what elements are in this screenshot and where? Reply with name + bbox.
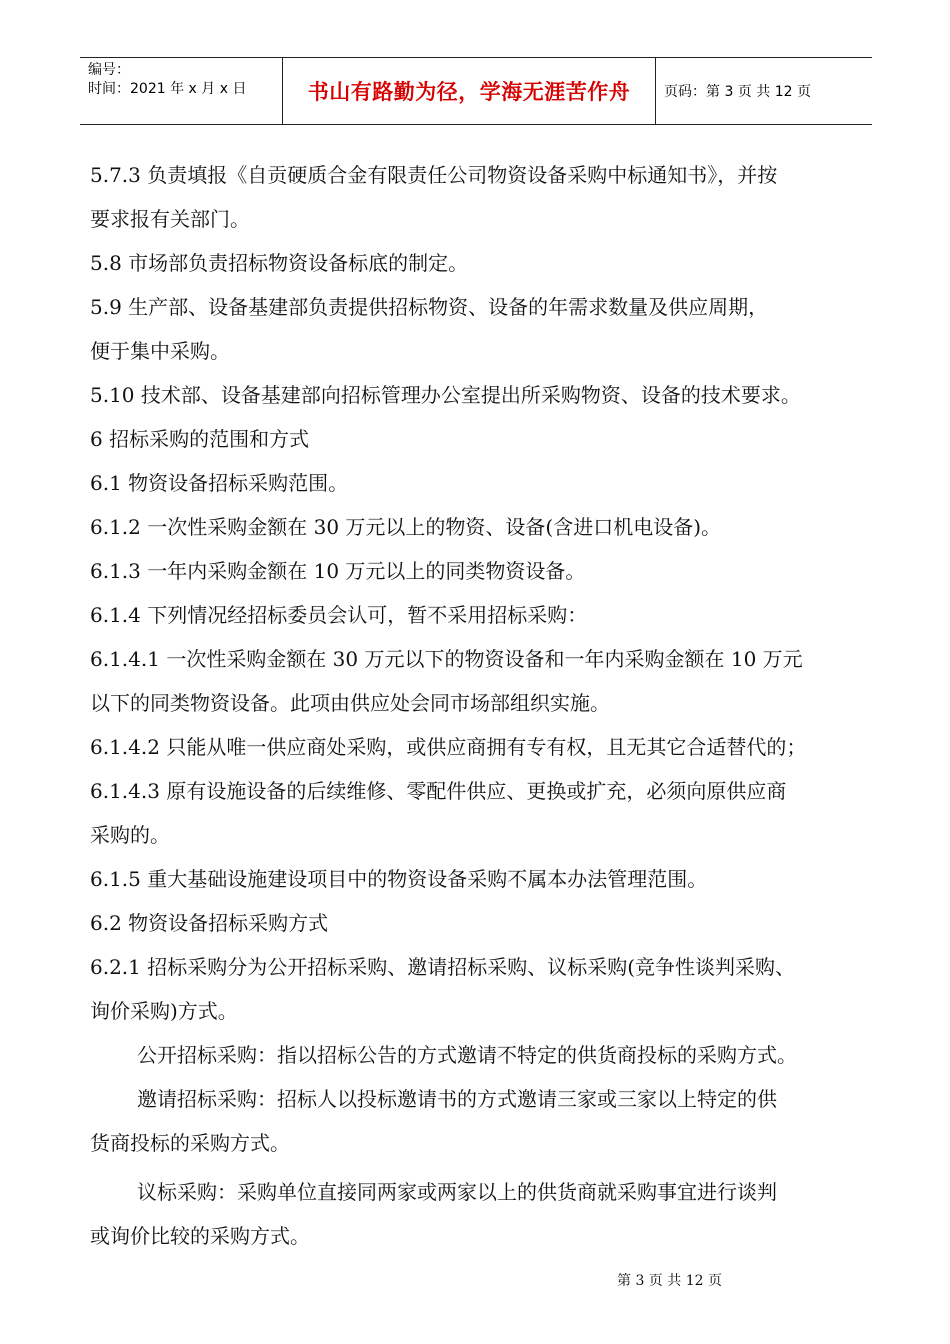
header-meta-cell	[80, 58, 282, 124]
body-line: 5.10 技术部、设备基建部向招标管理办公室提出所采购物资、设备的技术要求。	[90, 383, 801, 407]
body-line: 6.2.1 招标采购分为公开招标采购、邀请招标采购、议标采购(竞争性谈判采购、	[90, 955, 796, 979]
body-line: 询价采购)方式。	[90, 999, 238, 1023]
body-line: 5.7.3 负责填报《自贡硬质合金有限责任公司物资设备采购中标通知书》，并按	[90, 163, 778, 187]
body-line: 5.8 市场部负责招标物资设备标底的制定。	[90, 251, 469, 275]
body-line: 邀请招标采购：招标人以投标邀请书的方式邀请三家或三家以上特定的供	[137, 1087, 777, 1111]
body-line: 6 招标采购的范围和方式	[90, 427, 310, 451]
body-line: 5.9 生产部、设备基建部负责提供招标物资、设备的年需求数量及供应周期，	[90, 295, 769, 319]
body-line: 公开招标采购：指以招标公告的方式邀请不特定的供货商投标的采购方式。	[137, 1043, 797, 1067]
body-line: 6.1.5 重大基础设施建设项目中的物资设备采购不属本办法管理范围。	[90, 867, 708, 891]
body-line: 以下的同类物资设备。此项由供应处会同市场部组织实施。	[90, 691, 610, 715]
document-body	[90, 153, 880, 1258]
body-line: 6.1.3 一年内采购金额在 10 万元以上的同类物资设备。	[90, 559, 586, 583]
body-line: 议标采购：采购单位直接同两家或两家以上的供货商就采购事宜进行谈判	[137, 1180, 777, 1204]
body-line: 6.1 物资设备招标采购范围。	[90, 471, 349, 495]
page-header	[80, 57, 872, 125]
document-number-label: 编号：	[88, 62, 130, 78]
header-page-info: 页码：第 3 页 共 12 页	[664, 84, 811, 100]
footer-page-number: 第 3 页 共 12 页	[617, 1273, 722, 1289]
body-line: 要求报有关部门。	[90, 207, 250, 231]
body-line: 6.1.4.1 一次性采购金额在 30 万元以下的物资设备和一年内采购金额在 10 万元	[90, 647, 803, 671]
header-motto: 书山有路勤为径，学海无涯苦作舟	[307, 80, 631, 104]
header-page-cell	[656, 58, 872, 124]
body-line: 6.1.4.2 只能从唯一供应商处采购，或供应商拥有专有权，且无其它合适替代的；	[90, 735, 807, 759]
body-line: 6.2 物资设备招标采购方式	[90, 911, 329, 935]
body-line: 货商投标的采购方式。	[90, 1131, 290, 1155]
header-motto-cell	[282, 58, 656, 124]
body-line: 或询价比较的采购方式。	[90, 1224, 310, 1248]
body-line: 6.1.4.3 原有设施设备的后续维修、零配件供应、更换或扩充，必须向原供应商	[90, 779, 787, 803]
body-line: 6.1.2 一次性采购金额在 30 万元以上的物资、设备(含进口机电设备)。	[90, 515, 722, 539]
body-line: 采购的。	[90, 823, 170, 847]
body-line: 6.1.4 下列情况经招标委员会认可，暂不采用招标采购：	[90, 603, 588, 627]
body-line: 便于集中采购。	[90, 339, 230, 363]
page-footer	[617, 1270, 722, 1290]
document-date: 时间：2021 年 x 月 x 日	[88, 81, 247, 97]
